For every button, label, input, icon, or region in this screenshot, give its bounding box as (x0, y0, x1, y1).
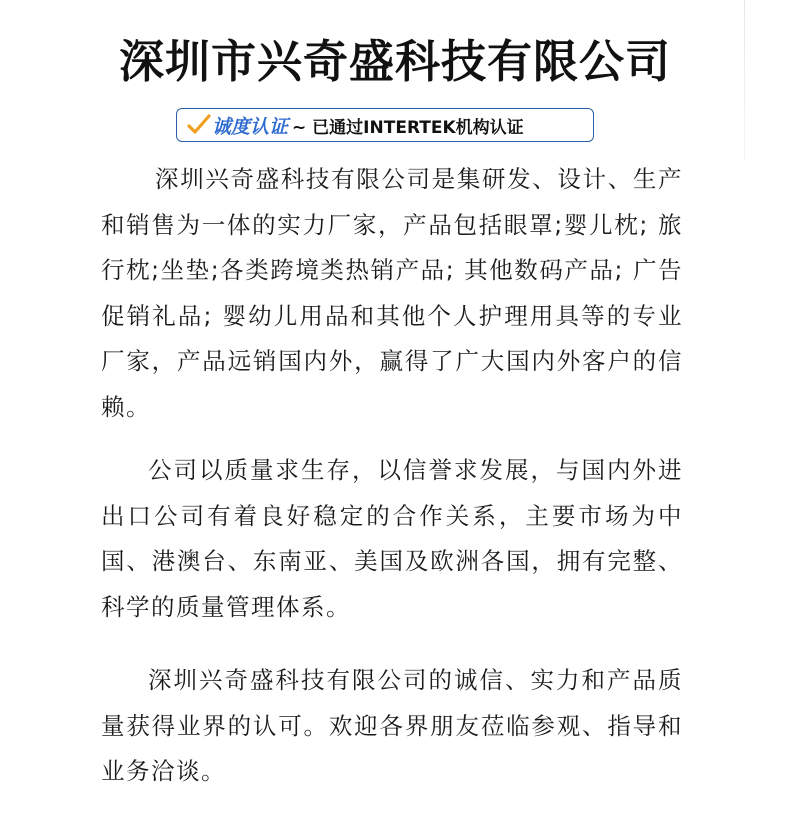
company-title: 深圳市兴奇盛科技有限公司 (118, 35, 671, 88)
company-intro (101, 157, 683, 795)
intro-paragraph: 深圳兴奇盛科技有限公司是集研发、设计、生产和销售为一体的实力厂家，产品包括眼罩;婴儿枕; 旅行枕;坐垫;各类跨境类热销产品; 其他数码产品; 广告促销礼品; 婴幼儿用品和其他个人护理用具等的专业厂家，产品远销国内外，赢得了广大国内外客户的信赖。 (101, 165, 683, 421)
intro-paragraph: 深圳兴奇盛科技有限公司的诚信、实力和产品质量获得业界的认可。欢迎各界朋友莅临参观、指导和业务洽谈。 (101, 666, 683, 785)
certification-badge (176, 108, 594, 142)
intro-paragraph: 公司以质量求生存，以信誉求发展，与国内外进出口公司有着良好稳定的合作关系，主要市场为中国、港澳台、东南亚、美国及欧洲各国，拥有完整、科学的质量管理体系。 (101, 456, 683, 621)
badge-text: ~ 已通过INTERTEK机构认证 (292, 117, 524, 138)
badge-brand: 诚度认证 (212, 115, 289, 138)
check-icon (187, 113, 211, 137)
